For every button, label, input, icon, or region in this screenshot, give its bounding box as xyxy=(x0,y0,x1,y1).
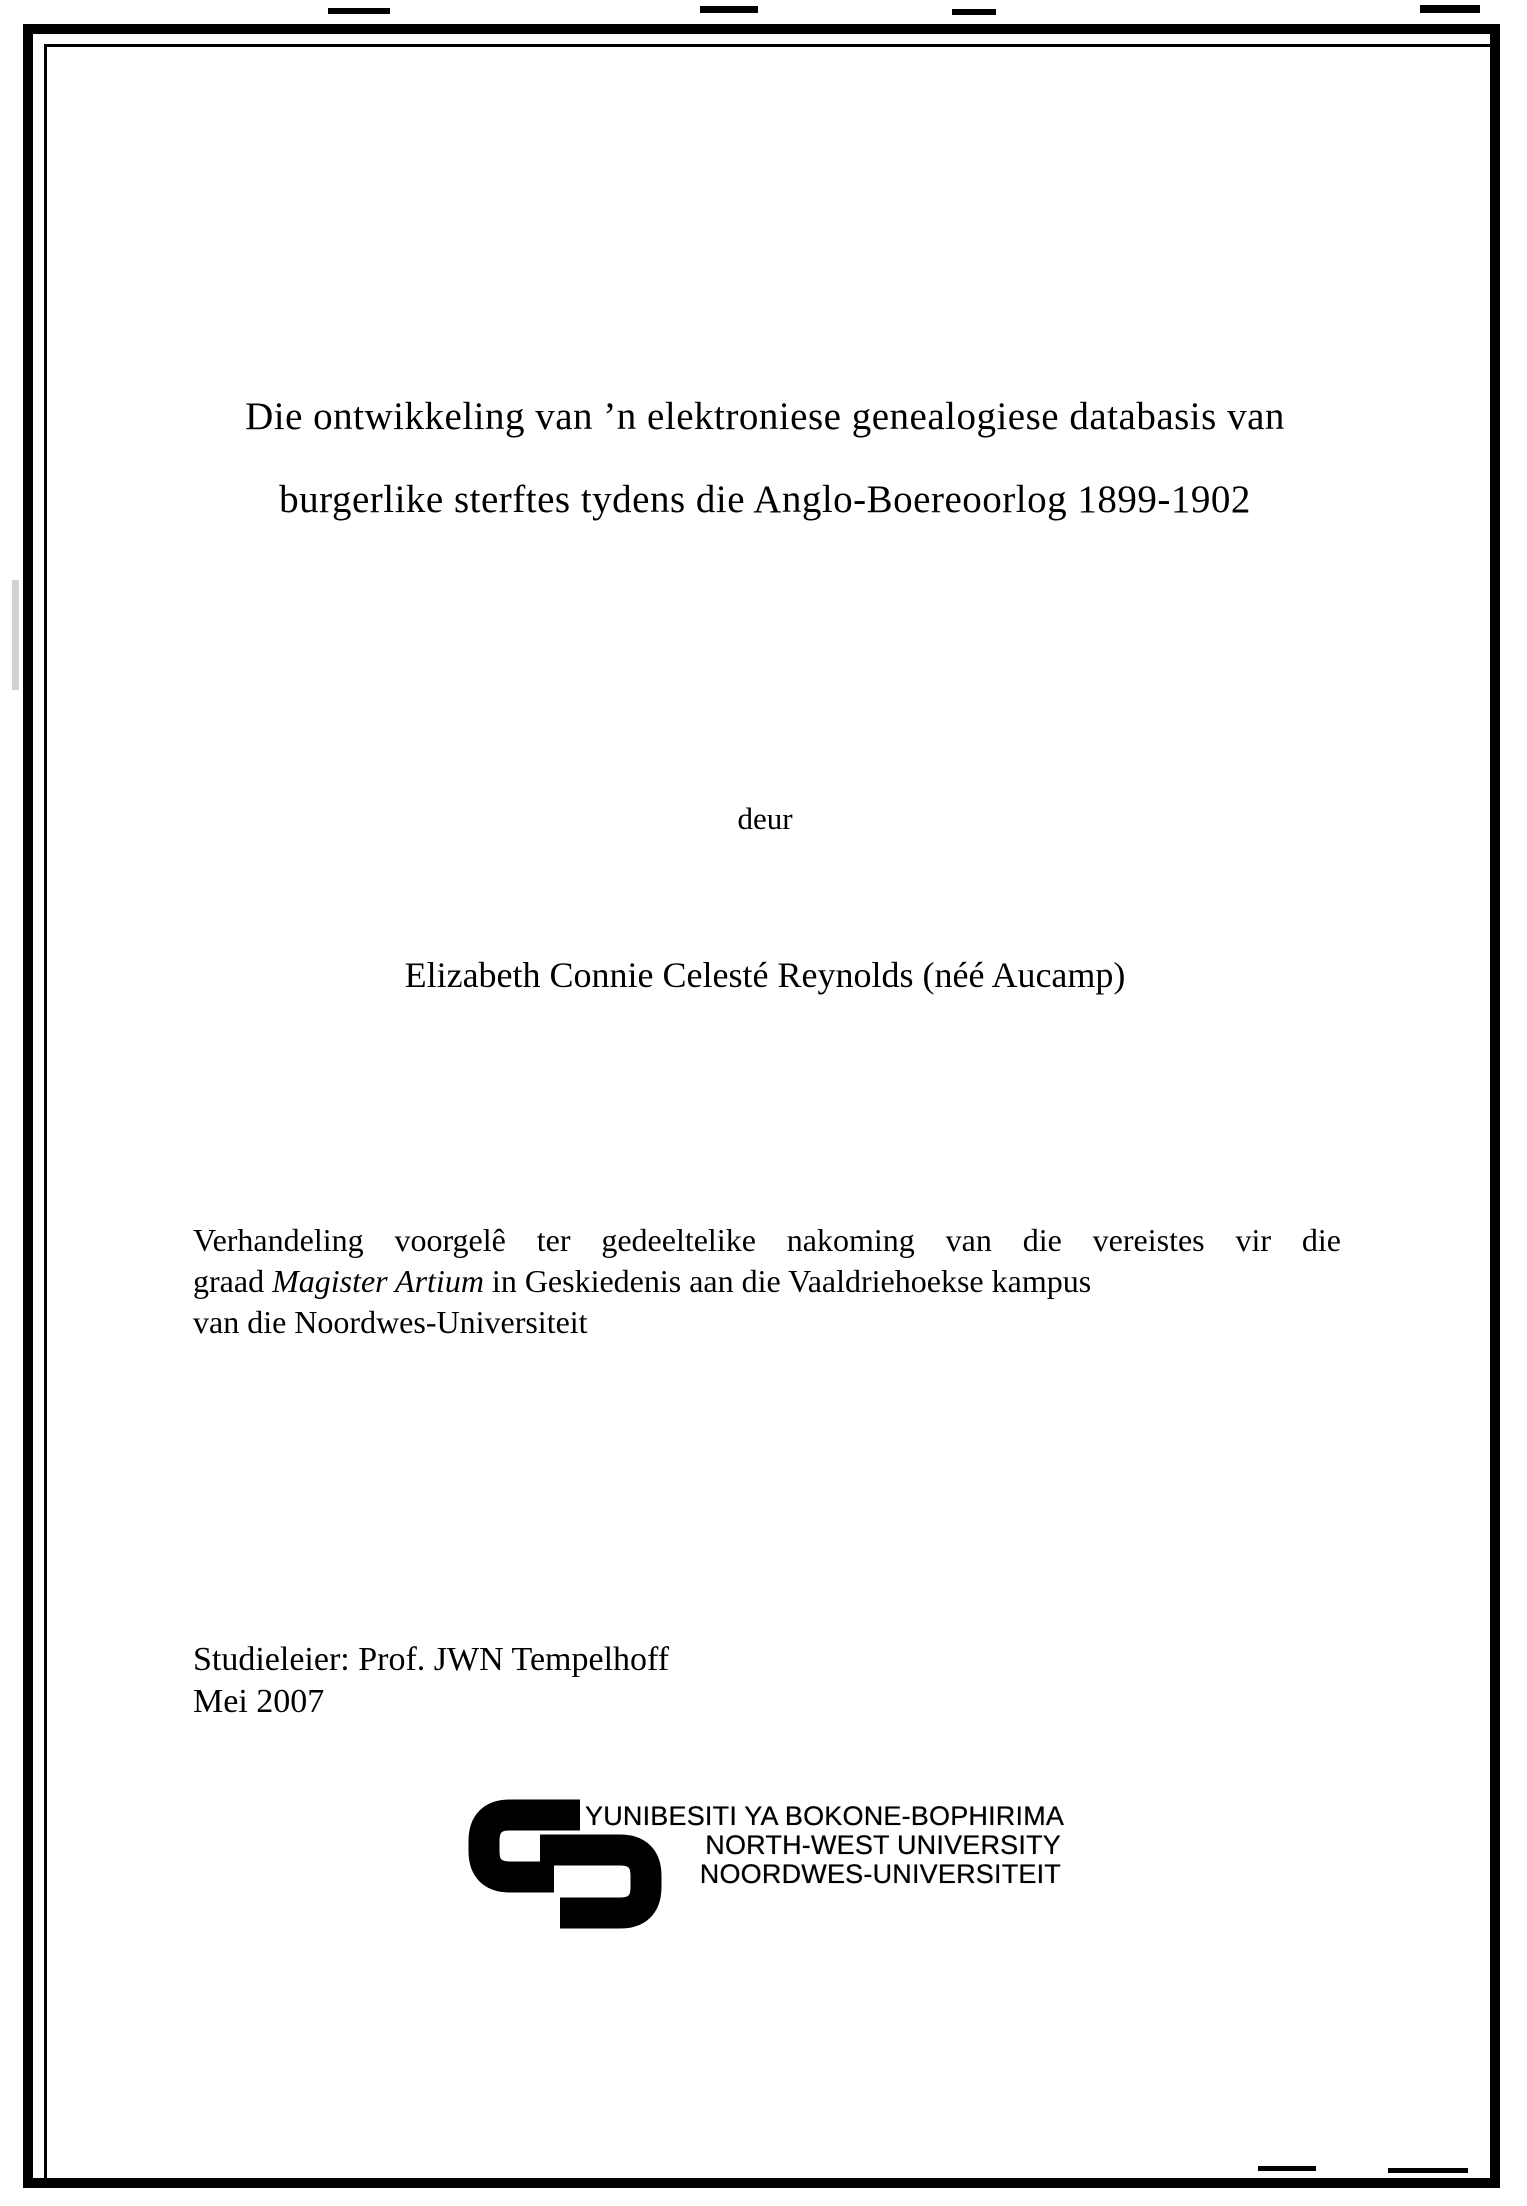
scan-artifact xyxy=(328,8,390,14)
scan-artifact xyxy=(1420,5,1480,13)
thesis-title-line-2: burgerlike sterftes tydens die Anglo-Boereoorlog 1899-1902 xyxy=(279,478,1251,521)
submission-statement xyxy=(193,1220,1341,1343)
statement-degree-prefix: graad xyxy=(193,1263,273,1299)
supervisor-date-block xyxy=(193,1639,669,1723)
nwu-logo-wordmark xyxy=(585,1801,1065,1889)
date-line: Mei 2007 xyxy=(193,1683,325,1720)
statement-degree-suffix: in Geskiedenis aan die Vaaldriehoekse kampus xyxy=(483,1263,1092,1299)
logo-line-english: NORTH-WEST UNIVERSITY xyxy=(705,1830,1061,1860)
author-name: Elizabeth Connie Celesté Reynolds (néé Aucamp) xyxy=(404,955,1126,995)
scan-artifact xyxy=(700,6,758,13)
thesis-title-line-1: Die ontwikkeling van ’n elektroniese genealogiese databasis van xyxy=(245,395,1285,438)
submission-statement-line-1: Verhandeling voorgelê ter gedeeltelike nakoming van die vereistes vir die xyxy=(193,1222,1341,1258)
thesis-title xyxy=(40,375,1490,541)
scan-artifact xyxy=(952,9,996,15)
scan-artifact xyxy=(1388,2168,1468,2173)
scan-artifact xyxy=(1258,2166,1316,2171)
submission-statement-line-3: van die Noordwes-Universiteit xyxy=(193,1304,588,1340)
byline-label: deur xyxy=(737,801,793,836)
degree-name: Magister Artium xyxy=(272,1263,484,1299)
supervisor-line: Studieleier: Prof. JWN Tempelhoff xyxy=(193,1641,670,1678)
logo-line-afrikaans: NOORDWES-UNIVERSITEIT xyxy=(699,1859,1061,1889)
submission-statement-line-2 xyxy=(193,1261,1341,1302)
scan-artifact xyxy=(12,580,19,690)
logo-line-setswana: YUNIBESITI YA BOKONE-BOPHIRIMA xyxy=(585,1801,1065,1831)
